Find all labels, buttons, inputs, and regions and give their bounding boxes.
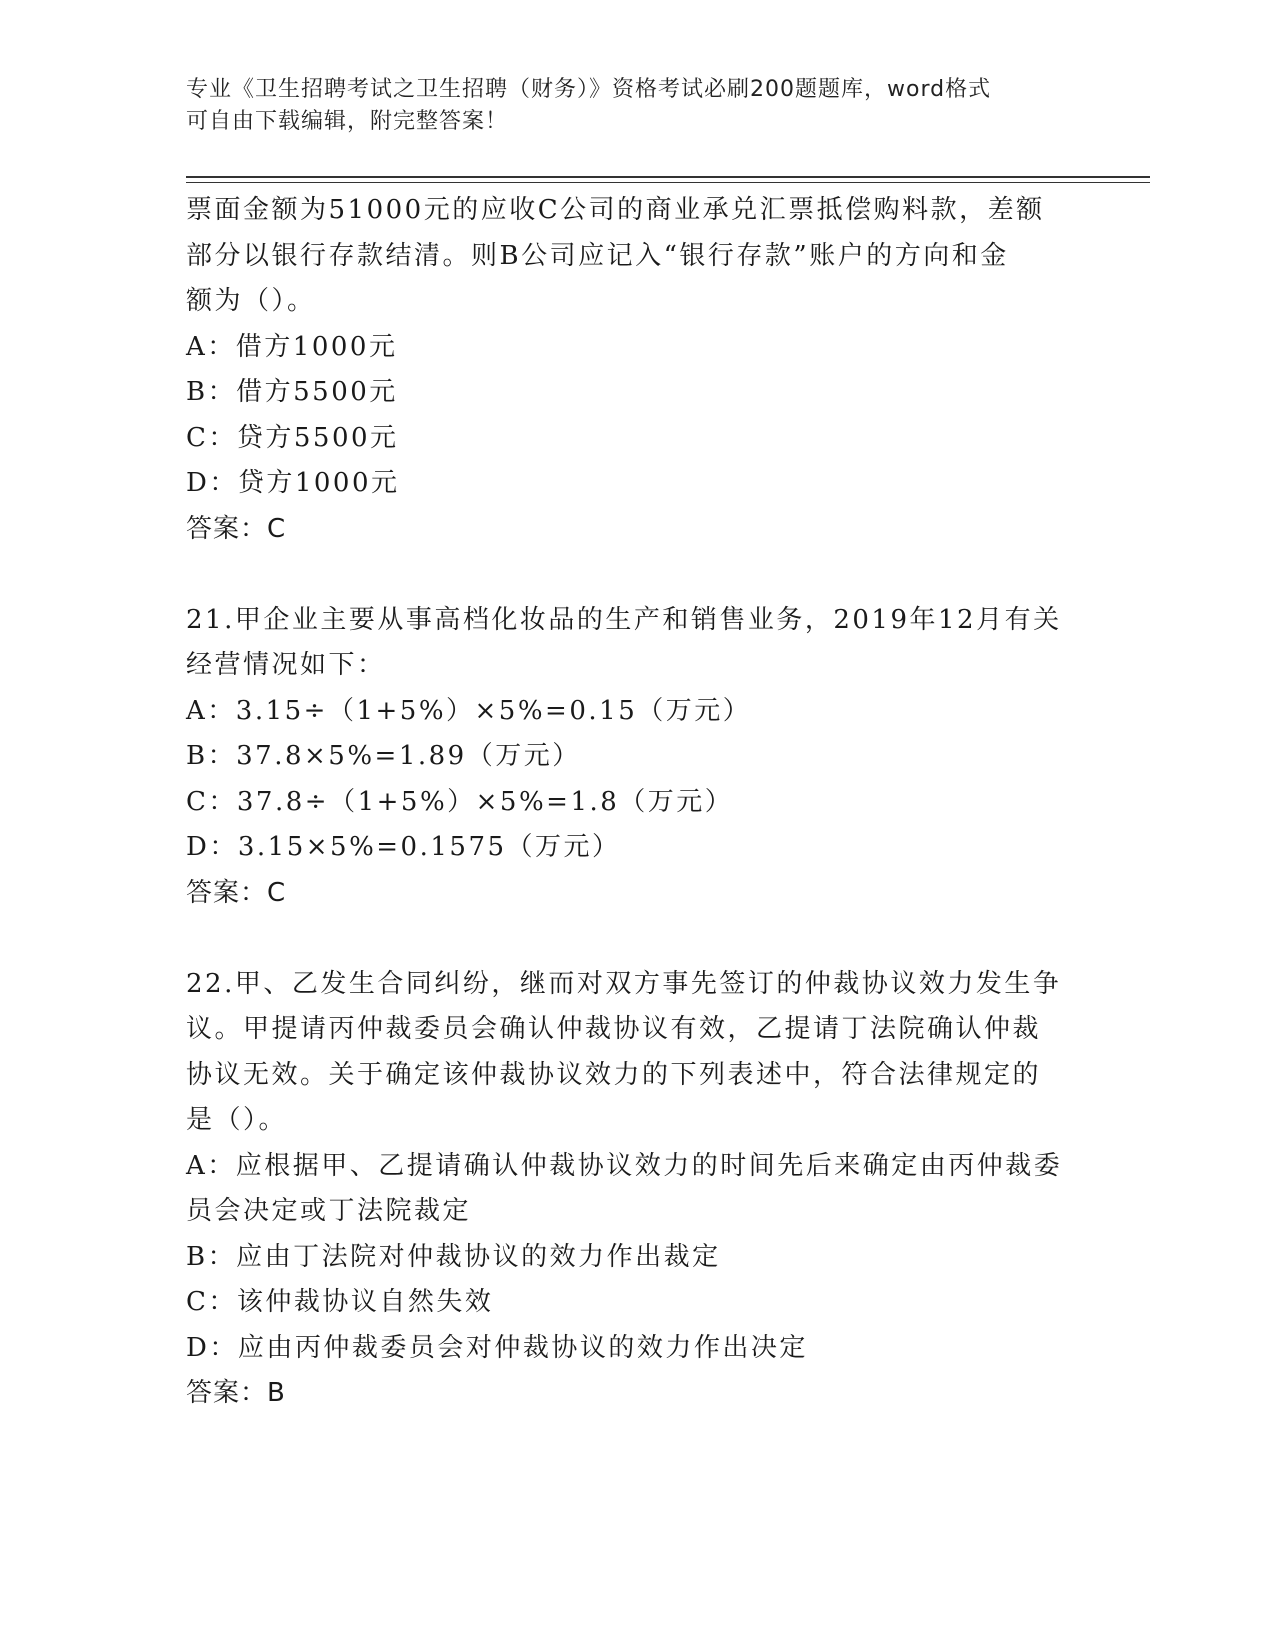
header-divider-thin <box>186 182 1150 183</box>
question-stem-line: 部分以银行存款结清。则B公司应记入“银行存款”账户的方向和金 <box>186 240 1009 271</box>
question-list <box>186 188 1086 1417</box>
answer-label: 答案：C <box>186 513 287 544</box>
question-stem-line: 议。甲提请丙仲裁委员会确认仲裁协议有效，乙提请丁法院确认仲裁 <box>186 1014 1042 1044</box>
option-a-continued: 员会决定或丁法院裁定 <box>186 1196 472 1226</box>
question-stem-line: 经营情况如下： <box>186 650 386 680</box>
answer-label: 答案：C <box>186 877 287 908</box>
option-a: A：3.15÷（1+5%）×5%=0.15（万元） <box>186 695 752 726</box>
question-22 <box>186 962 1086 1417</box>
option-c: C：该仲裁协议自然失效 <box>186 1287 494 1317</box>
answer-label: 答案：B <box>186 1378 286 1408</box>
spacer <box>186 552 1086 598</box>
question-stem-line: 额为（）。 <box>186 286 316 316</box>
question-stem-line: 票面金额为51000元的应收C公司的商业承兑汇票抵偿购料款，差额 <box>186 195 1045 225</box>
option-b: B：应由丁法院对仲裁协议的效力作出裁定 <box>186 1241 721 1272</box>
question-stem-line: 是（）。 <box>186 1105 288 1135</box>
header-line-2: 可自由下载编辑，附完整答案！ <box>186 109 509 134</box>
question-stem-line: 22.甲、乙发生合同纠纷，继而对双方事先签订的仲裁协议效力发生争 <box>186 968 1062 999</box>
spacer <box>186 916 1086 962</box>
option-c: C：贷方5500元 <box>186 422 399 453</box>
header-line-1: 专业《卫生招聘考试之卫生招聘（财务）》资格考试必刷200题题库，word格式 <box>186 77 992 102</box>
option-b: B：借方5500元 <box>186 377 398 407</box>
option-a: A：应根据甲、乙提请确认仲裁协议效力的时间先后来确定由丙仲裁委 <box>186 1150 1063 1181</box>
option-d: D：3.15×5%=0.1575（万元） <box>186 832 621 862</box>
option-a: A：借方1000元 <box>186 331 398 362</box>
page-header <box>186 74 1066 138</box>
header-divider-thick <box>186 176 1150 178</box>
question-stem-line: 21.甲企业主要从事高档化妆品的生产和销售业务，2019年12月有关 <box>186 604 1062 635</box>
option-c: C：37.8÷（1+5%）×5%=1.8（万元） <box>186 786 734 817</box>
option-d: D：贷方1000元 <box>186 468 400 498</box>
option-d: D：应由丙仲裁委员会对仲裁协议的效力作出决定 <box>186 1332 808 1363</box>
question-stem-line: 协议无效。关于确定该仲裁协议效力的下列表述中，符合法律规定的 <box>186 1059 1042 1090</box>
question-20 <box>186 188 1086 552</box>
option-b: B：37.8×5%=1.89（万元） <box>186 741 581 771</box>
question-21 <box>186 598 1086 917</box>
